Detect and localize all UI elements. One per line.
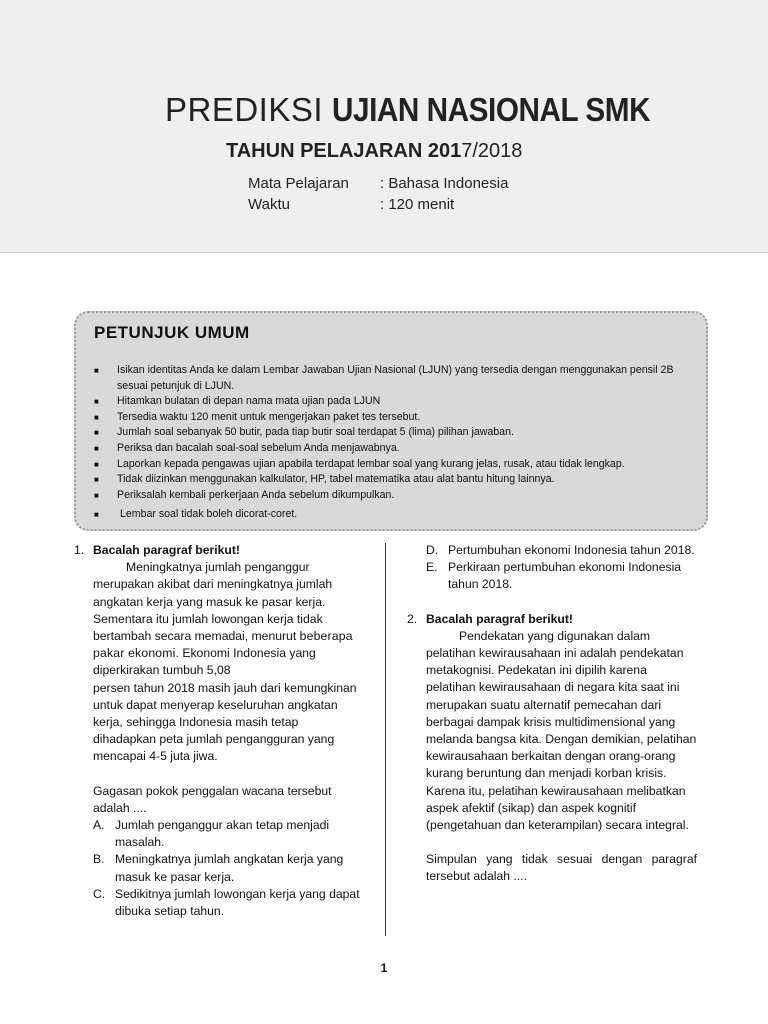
- page-title: [165, 90, 725, 130]
- bullet-icon: ■: [94, 397, 99, 407]
- question-1-passage: Meningkatnya jumlah penganggur merupakan akibat dari meningkatnya jumlah angkatan kerja yang masuk ke pasar kerja. Sementara itu jumlah lowongan kerja tidak bertambah secara memadai, menurut beberapa pakar ekonomi. Ekonomi Indonesia yang diperkirakan tumbuh 5,08 persen tahun 2018 masih jauh dari kemungkinan untuk dapat menyerap keseluruhan angkatan kerja, sehingga Indonesia masih tetap dihadapkan peta jumlah pengangguran yang mencapai 4-5 juta jiwa.: [93, 560, 357, 764]
- question-1-number: 1.: [74, 543, 85, 557]
- subject-row: [248, 175, 508, 192]
- bullet-icon: ■: [94, 459, 99, 469]
- left-column: [74, 542, 364, 920]
- bullet-icon: ■: [94, 443, 99, 453]
- time-label: Waktu: [248, 196, 290, 213]
- time-value: : 120 menit: [380, 196, 455, 213]
- question-2-heading: 2. Bacalah paragraf berikut!: [407, 611, 697, 628]
- option-c[interactable]: C. Sedikitnya jumlah lowongan kerja yang dapat dibuka setiap tahun.: [93, 886, 360, 919]
- instruction-item: ■ Isikan identitas Anda ke dalam Lembar Jawaban Ujian Nasional (LJUN) yang tersedia dengan menggunakan pensil 2B sesuai petunjuk di LJUN.: [94, 364, 674, 392]
- instructions-title: PETUNJUK UMUM: [94, 323, 250, 342]
- question-2-prompt: Simpulan yang tidak sesuai dengan paragraf tersebut adalah ....: [426, 852, 697, 884]
- instruction-item: ■ Jumlah soal sebanyak 50 butir, pada tiap butir soal terdapat 5 (lima) pilihan jawaban.: [94, 425, 694, 441]
- question-1-heading: 1. Bacalah paragraf berikut!: [74, 542, 364, 559]
- subject-label: Mata Pelajaran: [248, 175, 349, 192]
- instructions-list: [94, 363, 694, 523]
- option-e[interactable]: E. Perkiraan pertumbuhan ekonomi Indonesia tahun 2018.: [426, 560, 682, 592]
- instruction-item: ■ Tersedia waktu 120 menit untuk mengerjakan paket tes tersebut.: [94, 410, 694, 426]
- column-divider: [385, 543, 386, 936]
- instruction-item: ■ Hitamkan bulatan di depan nama mata ujian pada LJUN: [94, 394, 694, 410]
- title-prediksi: PREDIKSI: [165, 91, 324, 128]
- year-part-3: 8: [511, 140, 523, 162]
- instruction-item: ■ Laporkan kepada pengawas ujian apabila terdapat lembar soal yang kurang jelas, rusak, atau tidak lengkap.: [94, 457, 694, 473]
- bullet-icon: ■: [94, 428, 99, 438]
- instruction-item: ■ Lembar soal tidak boleh dicorat-coret.: [94, 507, 694, 523]
- question-1-prompt: Gagasan pokok penggalan wacana tersebut adalah ....: [93, 783, 332, 815]
- instruction-item: ■ Tidak diizinkan menggunakan kalkulator, HP, tabel matematika atau alat bantu hitung lainnya.: [94, 472, 694, 488]
- year-part-2: 7/201: [461, 140, 512, 162]
- year-part-1: TAHUN PELAJARAN 201: [226, 140, 462, 162]
- option-a[interactable]: A. Jumlah penganggur akan tetap menjadi masalah.: [93, 818, 330, 850]
- option-b[interactable]: B. Meningkatnya jumlah angkatan kerja yang masuk ke pasar kerja.: [93, 852, 344, 884]
- header-band: [0, 0, 768, 253]
- instructions-box: [74, 311, 708, 531]
- time-row: [248, 196, 454, 213]
- page-number: 1: [380, 961, 388, 975]
- bullet-icon: ■: [94, 366, 99, 375]
- bullet-icon: ■: [94, 490, 99, 500]
- instruction-item: ■ Periksa dan bacalah soal-soal sebelum Anda menjawabnya.: [94, 441, 694, 457]
- bullet-icon: ■: [94, 510, 99, 520]
- right-column: [407, 542, 697, 886]
- question-2-number: 2.: [407, 611, 418, 626]
- bullet-icon: ■: [94, 412, 99, 422]
- option-d[interactable]: D. Pertumbuhan ekonomi Indonesia tahun 2018.: [426, 543, 695, 557]
- academic-year: [226, 140, 522, 163]
- instruction-item: ■ Periksalah kembali perkerjaan Anda sebelum dikumpulkan.: [94, 488, 694, 504]
- subject-value: : Bahasa Indonesia: [380, 175, 509, 192]
- question-2-passage: Pendekatan yang digunakan dalam pelatihan kewirausahaan ini adalah pendekatan metakognisi. Pedekatan ini dipilih karena pelatihan kewirausahaan di negara kita saat ini merupakan suatu alternatif pemecahan dari berbagai dampak krisis multidimensional yang melanda bangsa kita. Dengan demikian, pelatihan kewirausahaan berkaitan dengan orang-orang kurang beruntung dan menjadi korban krisis. Karena itu, pelatihan kewirausahaan melibatkan aspek afektif (sikap) dan aspek kognitif (pengetahuan dan keterampilan) secara integral.: [426, 628, 697, 833]
- bullet-icon: ■: [94, 475, 99, 485]
- title-ujian: UJIAN NASIONAL SMK: [331, 91, 650, 128]
